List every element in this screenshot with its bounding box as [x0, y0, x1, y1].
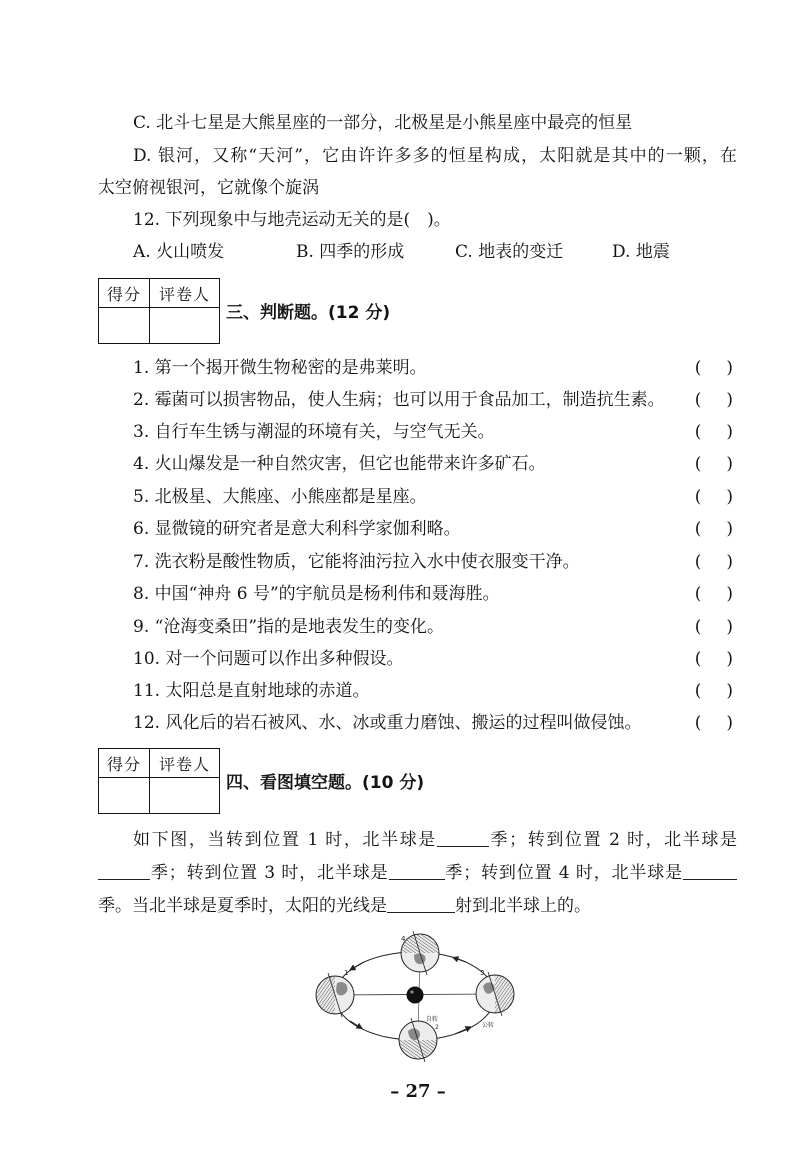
- score-cell: [99, 778, 150, 813]
- fill-paragraph-line1: [133, 829, 737, 849]
- judge-item-4: [133, 454, 737, 474]
- score-box-section3: [98, 278, 220, 344]
- earth-orbit-diagram: [310, 920, 520, 1065]
- earth-position-2: [399, 1018, 437, 1062]
- judge-item-text: 11. 太阳总是直射地球的赤道。: [133, 681, 370, 701]
- q11-option-d-line1: D. 银河，又称“天河”，它由许许多多的恒星构成，太阳就是其中的一颗，在: [133, 146, 737, 166]
- answer-bracket: ( ): [694, 422, 737, 442]
- judge-item-text: 7. 洗衣粉是酸性物质，它能将油污拉入水中使衣服变干净。: [133, 552, 580, 572]
- fill-text-part: 如下图，当转到位置 1 时，北半球是: [133, 830, 437, 850]
- judge-item-1: [133, 358, 737, 378]
- rotation-label: 自转: [426, 1016, 439, 1023]
- answer-bracket: ( ): [694, 649, 737, 669]
- judge-item-12: [133, 713, 737, 733]
- judge-item-text: 12. 风化后的岩石被风、水、冰或重力磨蚀、搬运的过程叫做侵蚀。: [133, 713, 642, 733]
- revolution-label: 公转: [482, 1022, 495, 1029]
- position-label-3: 3: [480, 969, 485, 977]
- fill-paragraph-line2: [98, 862, 737, 882]
- position-label-4: 4: [401, 935, 406, 943]
- earth-position-4: [401, 931, 439, 975]
- orbit-arrow-icon: [350, 1021, 362, 1029]
- score-box-section4: [98, 748, 220, 814]
- sun: [407, 987, 424, 1004]
- judge-item-7: [133, 552, 737, 572]
- q12-option-c: C. 地表的变迁: [455, 242, 564, 262]
- grader-cell: [150, 778, 219, 813]
- judge-item-3: [133, 422, 737, 442]
- judge-item-6: [133, 519, 737, 539]
- answer-bracket: ( ): [694, 390, 737, 410]
- judge-item-text: 4. 火山爆发是一种自然灾害，但它也能带来许多矿石。: [133, 454, 546, 474]
- grader-label: 评卷人: [150, 279, 219, 308]
- orbit-arrow-icon: [455, 1027, 471, 1034]
- judge-item-11: [133, 681, 737, 701]
- q12-stem: 12. 下列现象中与地壳运动无关的是( )。: [133, 210, 451, 230]
- judge-item-9: [133, 617, 737, 637]
- score-label: 得分: [99, 749, 150, 778]
- q11-option-d-line2: 太空俯视银河，它就像个旋涡: [98, 178, 319, 198]
- judge-item-10: [133, 649, 737, 669]
- judge-item-text: 2. 霉菌可以损害物品，使人生病；也可以用于食品加工，制造抗生素。: [133, 390, 665, 410]
- fill-text-part: 射到北半球上的。: [455, 896, 591, 916]
- judge-item-text: 6. 显微镜的研究者是意大利科学家伽利略。: [133, 519, 461, 539]
- answer-bracket: ( ): [694, 358, 737, 378]
- judge-item-text: 9. “沧海变桑田”指的是地表发生的变化。: [133, 617, 445, 637]
- answer-bracket: ( ): [694, 681, 737, 701]
- answer-blank: [437, 831, 489, 847]
- answer-blank: [387, 897, 455, 913]
- score-cell: [99, 308, 150, 343]
- answer-blank: [98, 864, 150, 880]
- orbit-arrow-icon: [350, 962, 364, 970]
- q12-option-d: D. 地震: [612, 242, 670, 262]
- fill-paragraph-line3: [98, 895, 591, 915]
- fill-text-part: 季；转到位置 4 时，北半球是: [444, 863, 683, 883]
- judge-item-8: [133, 584, 737, 604]
- judge-item-2: [133, 390, 737, 410]
- section3-title: 三、判断题。(12 分): [226, 303, 391, 323]
- fill-text-part: 季；转到位置 2 时，北半球是: [488, 830, 737, 850]
- score-label: 得分: [99, 279, 150, 308]
- answer-bracket: ( ): [694, 713, 737, 733]
- answer-blank: [389, 864, 445, 880]
- answer-bracket: ( ): [694, 454, 737, 474]
- judge-item-text: 8. 中国“神舟 6 号”的宇航员是杨利伟和聂海胜。: [133, 584, 500, 604]
- judge-item-text: 10. 对一个问题可以作出多种假设。: [133, 649, 404, 669]
- fill-text-part: 季。当北半球是夏季时，太阳的光线是: [98, 896, 387, 916]
- grader-cell: [150, 308, 219, 343]
- judge-item-text: 3. 自行车生锈与潮湿的环境有关，与空气无关。: [133, 422, 495, 442]
- answer-blank: [683, 864, 737, 880]
- fill-text-part: 季；转到位置 3 时，北半球是: [150, 863, 389, 883]
- q12-option-b: B. 四季的形成: [296, 242, 405, 262]
- q11-option-c: C. 北斗七星是大熊星座的一部分，北极星是小熊星座中最亮的恒星: [133, 113, 633, 133]
- answer-bracket: ( ): [694, 487, 737, 507]
- earth-position-3: [476, 972, 514, 1016]
- position-label-2: 2: [435, 1024, 439, 1031]
- earth-position-1: [316, 973, 354, 1017]
- judge-item-text: 5. 北极星、大熊座、小熊座都是星座。: [133, 487, 427, 507]
- answer-bracket: ( ): [694, 617, 737, 637]
- answer-bracket: ( ): [694, 552, 737, 572]
- judge-item-text: 1. 第一个揭开微生物秘密的是弗莱明。: [133, 358, 427, 378]
- grader-label: 评卷人: [150, 749, 219, 778]
- q12-option-a: A. 火山喷发: [133, 242, 225, 262]
- position-label-1: 1: [344, 969, 349, 977]
- orbit-arrow-icon: [453, 958, 466, 963]
- judge-item-5: [133, 487, 737, 507]
- section4-title: 四、看图填空题。(10 分): [226, 773, 425, 793]
- page-number: – 27 –: [390, 1081, 446, 1102]
- answer-bracket: ( ): [694, 584, 737, 604]
- answer-bracket: ( ): [694, 519, 737, 539]
